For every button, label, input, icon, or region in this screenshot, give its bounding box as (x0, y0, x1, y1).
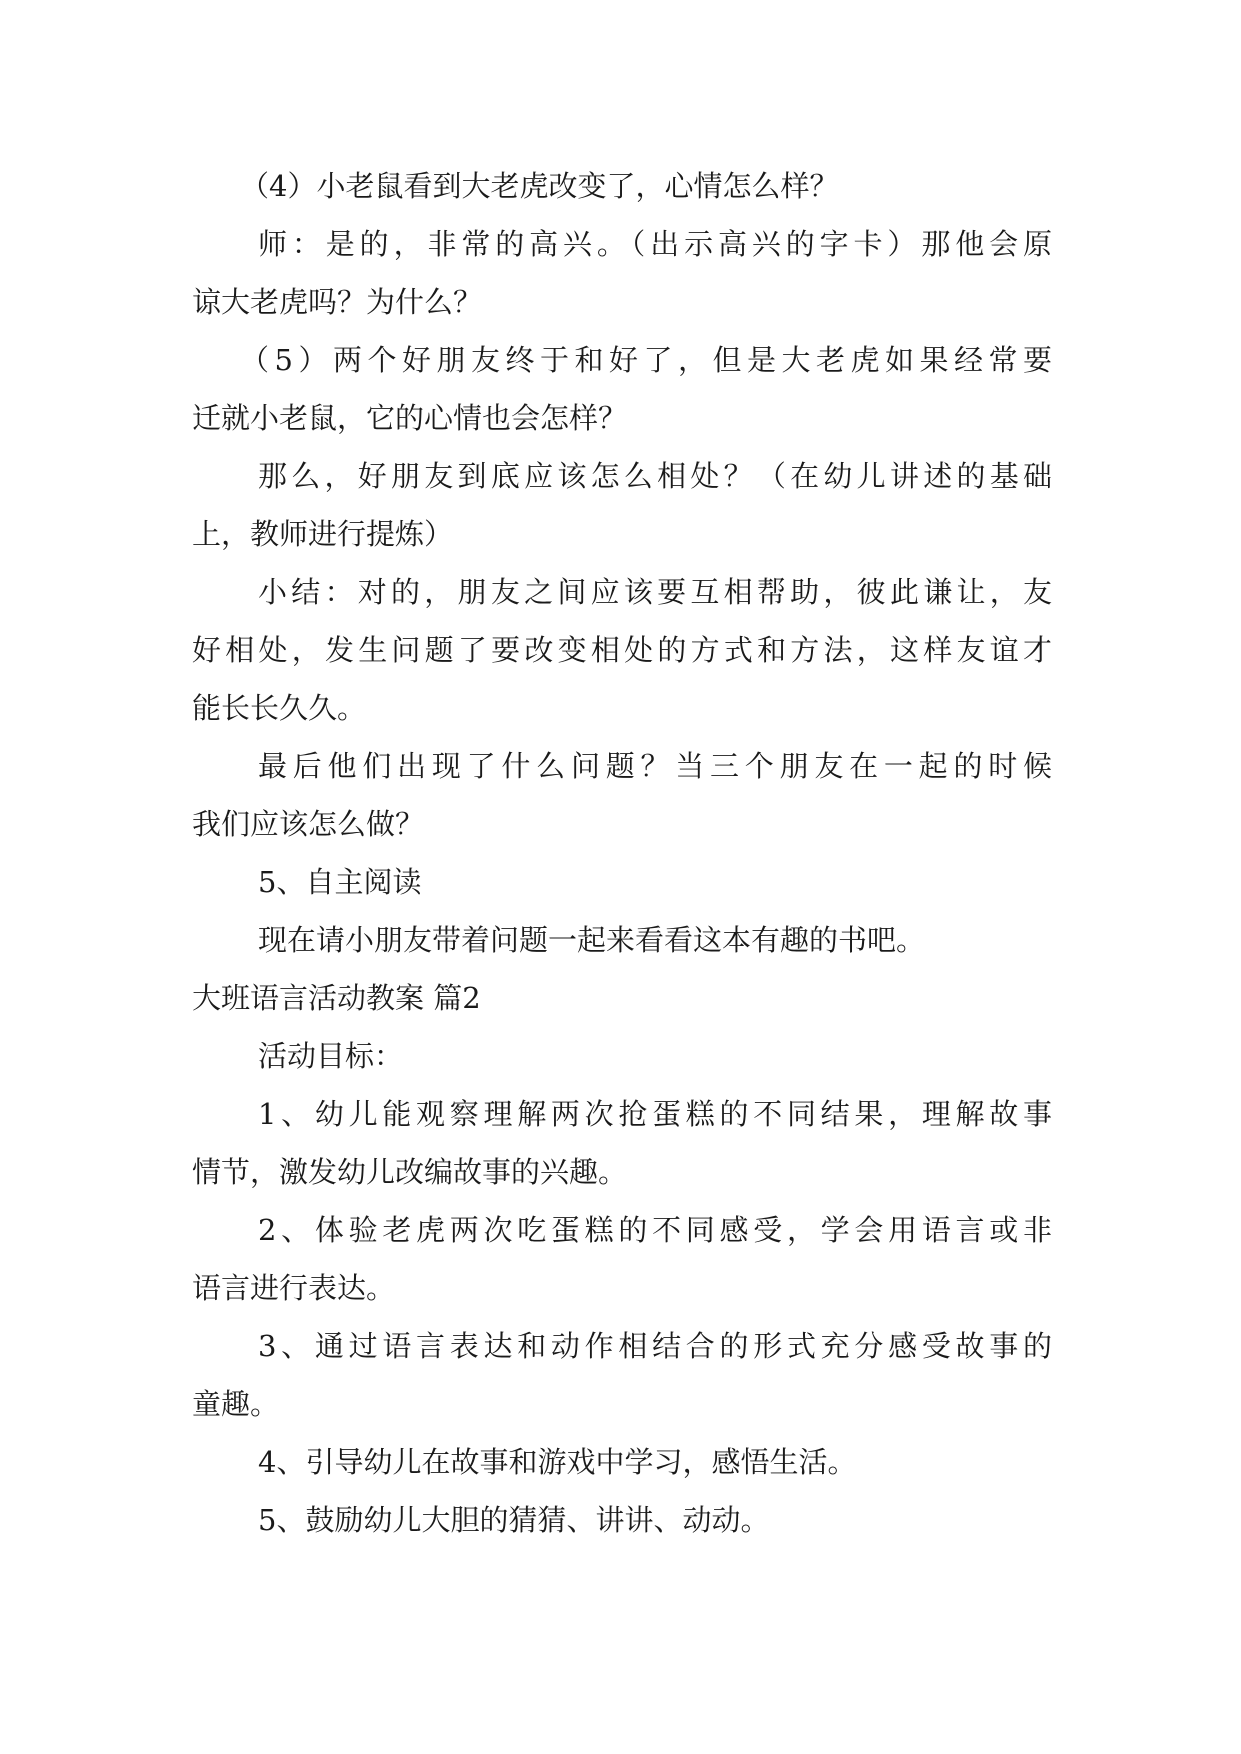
text-line: 好相处，发生问题了要改变相处的方式和方法，这样友谊才 (192, 633, 1052, 667)
text-line: 师：是的，非常的高兴。（出示高兴的字卡）那他会原 (258, 227, 1052, 261)
text-line: 童趣。 (192, 1387, 280, 1421)
text-line: 现在请小朋友带着问题一起来看看这本有趣的书吧。 (258, 923, 926, 957)
text-line: 1、幼儿能观察理解两次抢蛋糕的不同结果，理解故事 (258, 1097, 1052, 1131)
text-line: （4）小老鼠看到大老虎改变了，心情怎么样？ (240, 169, 839, 203)
text-line: 那么，好朋友到底应该怎么相处？（在幼儿讲述的基础 (258, 459, 1052, 493)
text-line: 小结：对的，朋友之间应该要互相帮助，彼此谦让，友 (258, 575, 1052, 609)
section-heading: 5、自主阅读 (258, 865, 422, 899)
text-line: 上，教师进行提炼） (192, 517, 454, 551)
text-line: 最后他们出现了什么问题？当三个朋友在一起的时候 (258, 749, 1052, 783)
text-line: 4、引导幼儿在故事和游戏中学习，感悟生活。 (258, 1445, 857, 1479)
section-title: 大班语言活动教案 篇2 (192, 981, 481, 1015)
section-heading: 活动目标： (258, 1039, 404, 1073)
text-line: 能长长久久。 (192, 691, 367, 725)
text-line: 语言进行表达。 (192, 1271, 396, 1305)
text-line: 2、体验老虎两次吃蛋糕的不同感受，学会用语言或非 (258, 1213, 1052, 1247)
text-line: 谅大老虎吗？为什么？ (192, 285, 483, 319)
text-line: （5）两个好朋友终于和好了，但是大老虎如果经常要 (240, 343, 1052, 377)
text-line: 5、鼓励幼儿大胆的猜猜、讲讲、动动。 (258, 1503, 770, 1537)
text-line: 3、通过语言表达和动作相结合的形式充分感受故事的 (258, 1329, 1052, 1363)
text-line: 我们应该怎么做？ (192, 807, 425, 841)
text-line: 情节，激发幼儿改编故事的兴趣。 (192, 1155, 628, 1189)
text-line: 迁就小老鼠，它的心情也会怎样？ (192, 401, 628, 435)
